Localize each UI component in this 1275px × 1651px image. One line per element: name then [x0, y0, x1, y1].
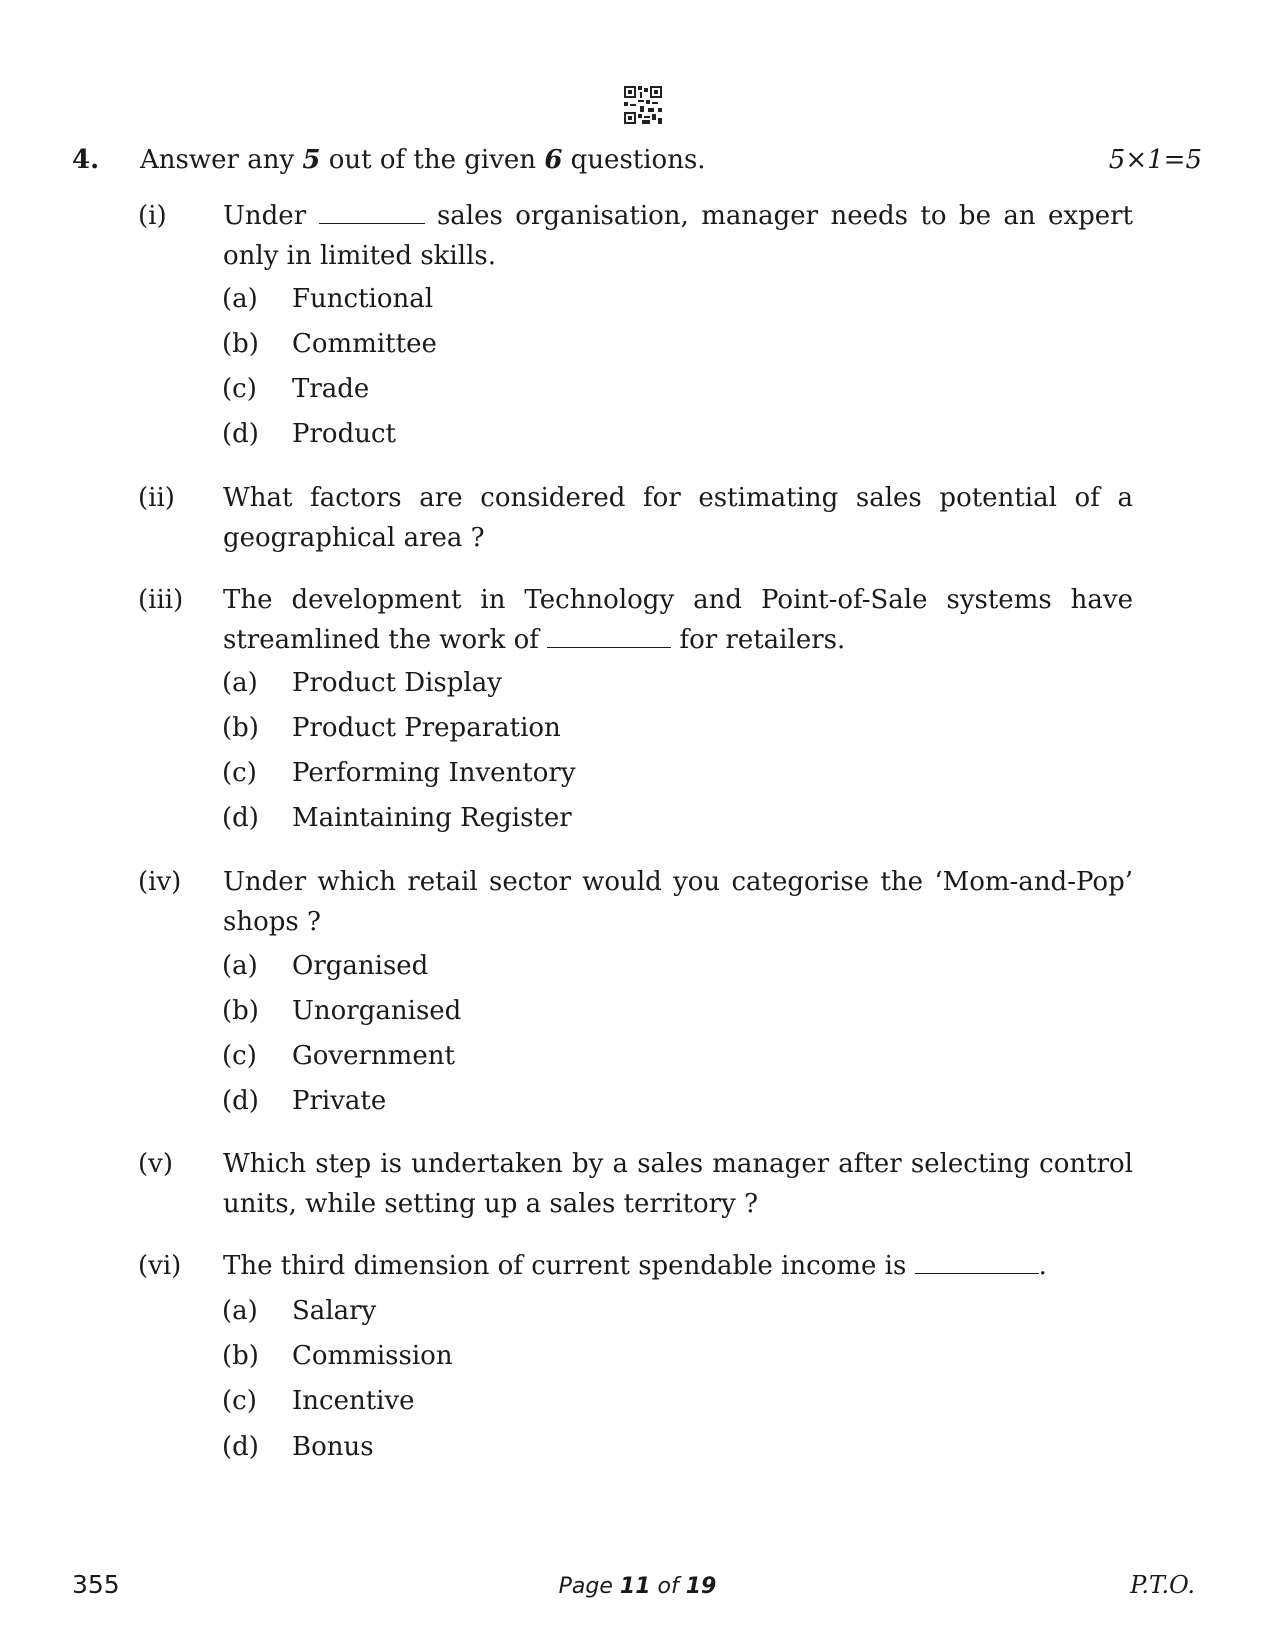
- exam-page: 4. Answer any 5 out of the given 6 questions. 5×1=5 (i) Under sales organisation, manager needs to be an expert only in limited skills. (a) Functional (b) Committee (c) Trade (d) Product (ii) What factors are considered for estimating sales potential of a geographical area ? (iii) The development in Technology and Point-of-Sale systems have streamlined the work of for retailers. (a) Product Display (b) Product Preparation (c) Performing Inventory (d) Maintaining Register (iv) Under which retail sector would you categorise the ‘Mom-and-Pop’ shops ? (a) Organised (b) Unorganised (c) Government (d) Private (v) Which step is undertaken by a sales manager after selecting control units, while setting up a sales territory ? (vi) The third dimension of current spendable income is . (a) Salary (b) Commission (c) Incentive (d) Bonus 355 Page 11 of 19 P.T.O.: [0, 0, 1275, 1651]
- subquestion-text: The third dimension of current spendable income is .: [223, 1246, 1133, 1286]
- page-indicator: Page 11 of 19: [558, 1574, 717, 1599]
- page-current: 11: [619, 1574, 651, 1599]
- subquestion-number: (iv): [138, 867, 182, 897]
- question-marks: 5×1=5: [1108, 145, 1202, 175]
- subquestion-number: (i): [138, 201, 167, 231]
- paper-code: 355: [72, 1570, 120, 1599]
- question-instruction: Answer any 5 out of the given 6 questions.: [140, 145, 706, 175]
- subquestion-text: Under which retail sector would you categorise the ‘Mom-and-Pop’ shops ?: [223, 867, 1133, 937]
- pto-label: P.T.O.: [1130, 1571, 1195, 1599]
- subquestion-text: The development in Technology and Point-of-Sale systems have streamlined the work of for retailers.: [223, 585, 1133, 655]
- subquestion-number: (v): [138, 1149, 173, 1179]
- subquestion-text: What factors are considered for estimating sales potential of a geographical area ?: [223, 483, 1133, 553]
- subquestion-number: (ii): [138, 483, 175, 513]
- subquestion-text: Under sales organisation, manager needs to be an expert only in limited skills.: [223, 196, 1133, 276]
- subquestion-number: (iii): [138, 585, 184, 615]
- answer-blank: [319, 197, 425, 224]
- question-header: [72, 142, 1202, 178]
- answer-blank: [547, 621, 671, 648]
- question-number: 4.: [72, 145, 100, 175]
- subquestion-text: Which step is undertaken by a sales manager after selecting control units, while setting up a sales territory ?: [223, 1149, 1133, 1219]
- answer-blank: [915, 1247, 1039, 1274]
- qr-code-icon: [624, 86, 662, 124]
- subquestion-number: (vi): [138, 1251, 182, 1281]
- page-total: 19: [685, 1574, 717, 1599]
